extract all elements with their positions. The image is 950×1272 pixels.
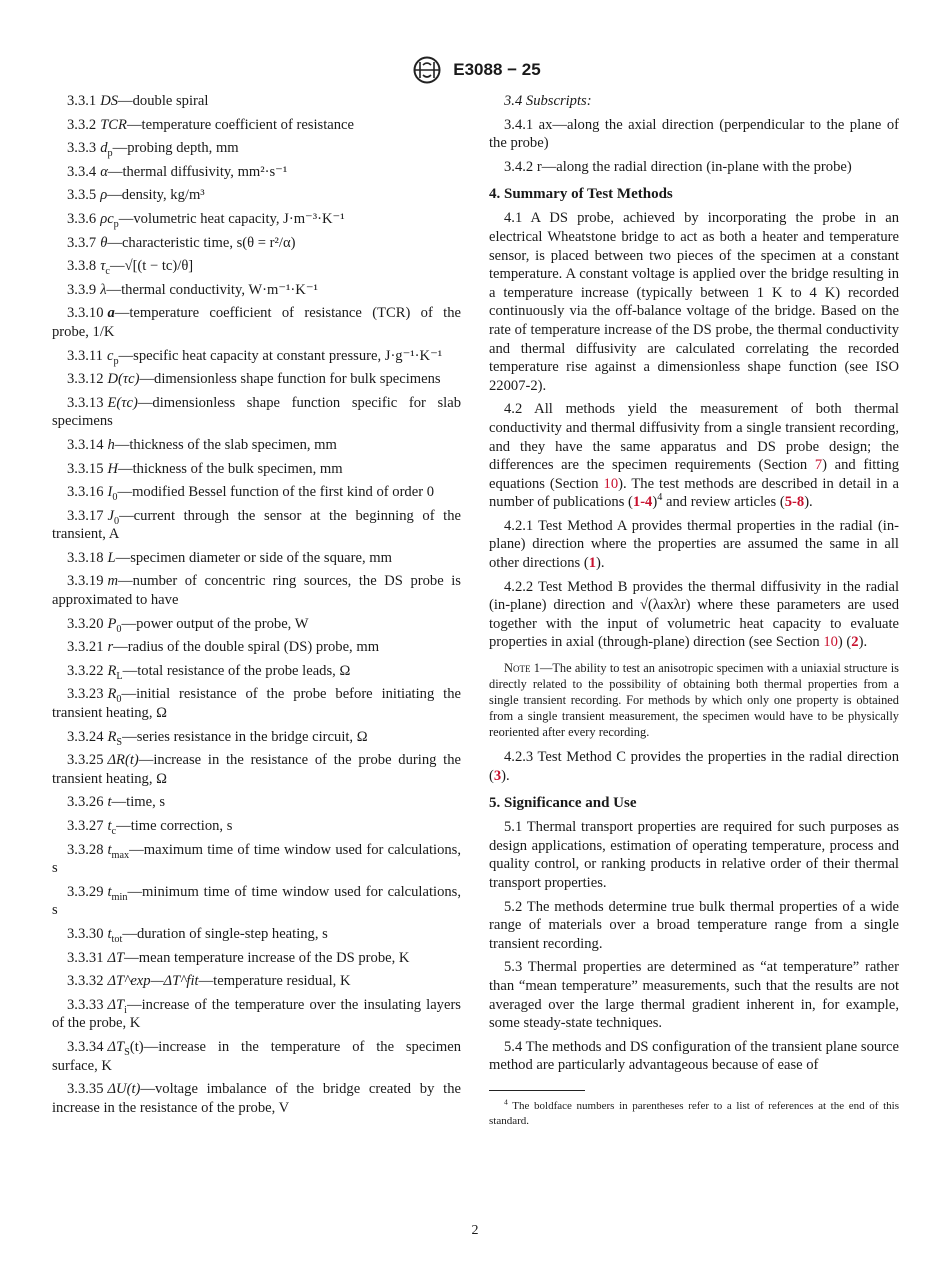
paragraph-5-3: 5.3 Thermal properties are determined as “at temperature” rather than “mean temperature” measurements, such that the results are not averaged over the large thermal gradient inherent in, for example, some steady-state techniques. <box>489 959 899 1032</box>
note-1: Note 1—The ability to test an anisotropic specimen with a uniaxial structure is directly related to the possibility of obtaining both thermal properties from a single transient recording. For methods by which only one property is obtained from a single transient measurement, the specimen would have to be physically reoriented after every recording. <box>489 661 899 740</box>
paragraph-4-1: 4.1 A DS probe, achieved by incorporating the probe in an electrical Wheatstone bridge to act as both a heater and temperature sensor, is placed between two pieces of the specimen at a constant temperature. A constant voltage is applied over the bridge resulting in a temperature increase (typically between 1 K to 4 K) recorded continuously via the off-balance voltage of the bridge. Based on the rate of temperature increase of the DS probe, the thermal conductivity and thermal diffusivity are calculated correlating the recorded temperature rise against a dimensionless shape function (see ISO 22007-2). <box>489 210 899 394</box>
symbol-3-3-25: 3.3.25 ΔR(t)—increase in the resistance of the probe during the transient heating, Ω <box>52 752 461 787</box>
symbol-3-3-12: 3.3.12 D(τc)—dimensionless shape function for bulk specimens <box>67 371 441 388</box>
symbol-3-3-30: 3.3.30 $t_{tot}—duration$ of single-step heating, s <box>67 925 328 945</box>
symbol-3-3-16: 3.3.16 $I_0—modified$ Bessel function of the first kind of order 0 <box>67 484 435 503</box>
symbol-3-3-2: 3.3.2 TCR—temperature coefficient of resistance <box>67 116 354 133</box>
symbol-3-3-20: 3.3.20 $P_0—power$ output of the probe, W <box>67 615 309 635</box>
symbol-3-3-23: 3.3.23 $R_0—initial$ resistance of the probe before initiating the transient heating, Ω <box>52 686 461 722</box>
footnote-divider <box>489 1090 585 1091</box>
symbol-3-3-6: 3.3.6 $\rho c_p—volumetric$ heat capacity, J·m⁻³·K⁻¹ <box>67 210 345 230</box>
page-number: 2 <box>471 1223 479 1238</box>
section-7-link[interactable]: 7 <box>814 457 823 474</box>
page-header <box>0 55 950 85</box>
symbol-3-3-35: 3.3.35 ΔU(t)—voltage imbalance of the bridge created by the increase in the resistance of the probe, V <box>52 1081 461 1116</box>
symbol-3-3-24: 3.3.24 $R_S—series$ resistance in the bridge circuit, Ω <box>67 728 368 748</box>
symbol-3-3-7: 3.3.7 θ—characteristic time, s(θ = r²/α) <box>67 234 296 251</box>
standard-designation: E3088 − 25 <box>453 60 541 79</box>
symbol-3-3-29: 3.3.29 $t_{min}—minimum$ time of time window used for calculations, s <box>52 883 461 919</box>
symbol-3-3-11: 3.3.11 $c_p—specific$ heat capacity at constant pressure, J·g⁻¹·K⁻¹ <box>67 347 443 367</box>
symbol-3-3-10: 3.3.10 a—temperature coefficient of resistance (TCR) of the probe, 1/K <box>52 305 461 340</box>
reference-5-8-link[interactable]: 5-8 <box>784 494 805 511</box>
symbol-3-3-18: 3.3.18 L—specimen diameter or side of the square, mm <box>67 549 392 566</box>
symbol-3-3-21: 3.3.21 r—radius of the double spiral (DS) probe, mm <box>67 639 380 656</box>
paragraph-4-2-2: 4.2.2 Test Method B provides the thermal diffusivity in the radial (in-plane) direction and √(λaxλr) where these parameters are used together with the input of volumetric heat capacity to evaluate properties in axial (through-plane) direction (see Section 10) (2). <box>489 578 899 651</box>
left-column <box>52 92 461 1122</box>
symbol-3-3-9: 3.3.9 λ—thermal conductivity, W·m⁻¹·K⁻¹ <box>67 281 318 298</box>
footnote-4-mark: 4 <box>657 492 663 504</box>
symbol-3-3-15: 3.3.15 H—thickness of the bulk specimen, mm <box>67 460 343 477</box>
paragraph-5-4: 5.4 The methods and DS configuration of the transient plane source method are particularly advantageous because of ease of <box>489 1038 899 1074</box>
symbol-3-3-34: 3.3.34 $\Delta T_S(t)—increase$ in the temperature of the specimen surface, K <box>52 1038 461 1074</box>
symbol-3-3-1: 3.3.1 DS—double spiral <box>67 93 209 109</box>
subscript-3-4-2: 3.4.2 r—along the radial direction (in-plane with the probe) <box>504 158 852 175</box>
paragraph-4-2-1: 4.2.1 Test Method A provides thermal properties in the radial (in-plane) direction where the properties are assumed the same in all other directions (1). <box>489 517 899 572</box>
symbol-3-3-19: 3.3.19 m—number of concentric ring sources, the DS probe is approximated to have <box>52 573 461 609</box>
reference-2-link[interactable]: 2 <box>851 634 859 651</box>
paragraph-4-2-3: 4.2.3 Test Method C provides the properties in the radial direction (3). <box>489 749 899 784</box>
paragraph-5-1: 5.1 Thermal transport properties are required for such purposes as design applications, estimation of operating temperature, process and quality control, or ranking products in relative order of their thermal transport properties. <box>489 819 899 891</box>
subscripts-title: 3.4 Subscripts: <box>504 93 592 109</box>
reference-1-link[interactable]: 1 <box>588 555 596 572</box>
astm-logo-icon <box>409 55 445 85</box>
symbol-3-3-27: 3.3.27 $t_c—time$ correction, s <box>67 818 233 837</box>
reference-1-4-link[interactable]: 1-4 <box>632 494 653 511</box>
symbol-3-3-8: 3.3.8 $\tau_c—√[(t - tc)/\theta]$ <box>67 258 194 278</box>
footnote-4: $^4$ The boldface numbers in parentheses refer to a list of references at the end of this standard. <box>489 1097 899 1127</box>
paragraph-4-2: 4.2 All methods yield the measurement of both thermal conductivity and thermal diffusivity from a single transient recording, and they have the same apparatus and DS probe design; the differences are the specimen requirements (Section 7) and fitting equations (Section 10). The test methods are described in detail in a number of publications $(1-4)^4$ and review articles (5-8). <box>489 401 900 511</box>
symbol-3-3-17: 3.3.17 $J_0—current$ through the sensor at the beginning of the transient, A <box>52 507 461 543</box>
symbol-3-3-22: 3.3.22 $R_L—total$ resistance of the probe leads, Ω <box>67 662 351 682</box>
symbol-3-3-32: 3.3.32 ΔT^exp—ΔT^fit—temperature residual, K <box>67 973 351 990</box>
right-column <box>489 92 899 1129</box>
section-4-heading: 4. Summary of Test Methods <box>489 186 673 203</box>
symbol-3-3-13: 3.3.13 E(τc)—dimensionless shape function specific for slab specimens <box>52 394 461 430</box>
symbol-3-3-26: 3.3.26 t—time, s <box>67 794 166 811</box>
section-10-link[interactable]: 10 <box>603 475 619 492</box>
symbol-3-3-5: 3.3.5 ρ—density, kg/m³ <box>67 187 205 204</box>
reference-3-link[interactable]: 3 <box>493 767 502 784</box>
symbol-3-3-33: 3.3.33 $\Delta T_i—increase$ of the temperature over the insulating layers of the probe, K <box>52 996 461 1032</box>
paragraph-5-2: 5.2 The methods determine true bulk thermal properties of a wide range of materials over a broad temperature range from a single transient recording. <box>489 898 899 952</box>
subscript-3-4-1: 3.4.1 ax—along the axial direction (perpendicular to the plane of the probe) <box>489 116 899 152</box>
symbol-3-3-28: 3.3.28 $t_{max}—maximum$ time of time window used for calculations, s <box>52 841 461 877</box>
symbol-3-3-4: 3.3.4 α—thermal diffusivity, mm²·s⁻¹ <box>67 163 288 180</box>
symbol-3-3-3: 3.3.3 $d_p—probing$ depth, mm <box>67 140 239 160</box>
symbol-3-3-31: 3.3.31 ΔT—mean temperature increase of the DS probe, K <box>67 949 410 966</box>
symbol-3-3-14: 3.3.14 h—thickness of the slab specimen, mm <box>67 436 337 453</box>
section-5-heading: 5. Significance and Use <box>489 795 637 812</box>
section-10-link[interactable]: 10 <box>823 634 838 651</box>
